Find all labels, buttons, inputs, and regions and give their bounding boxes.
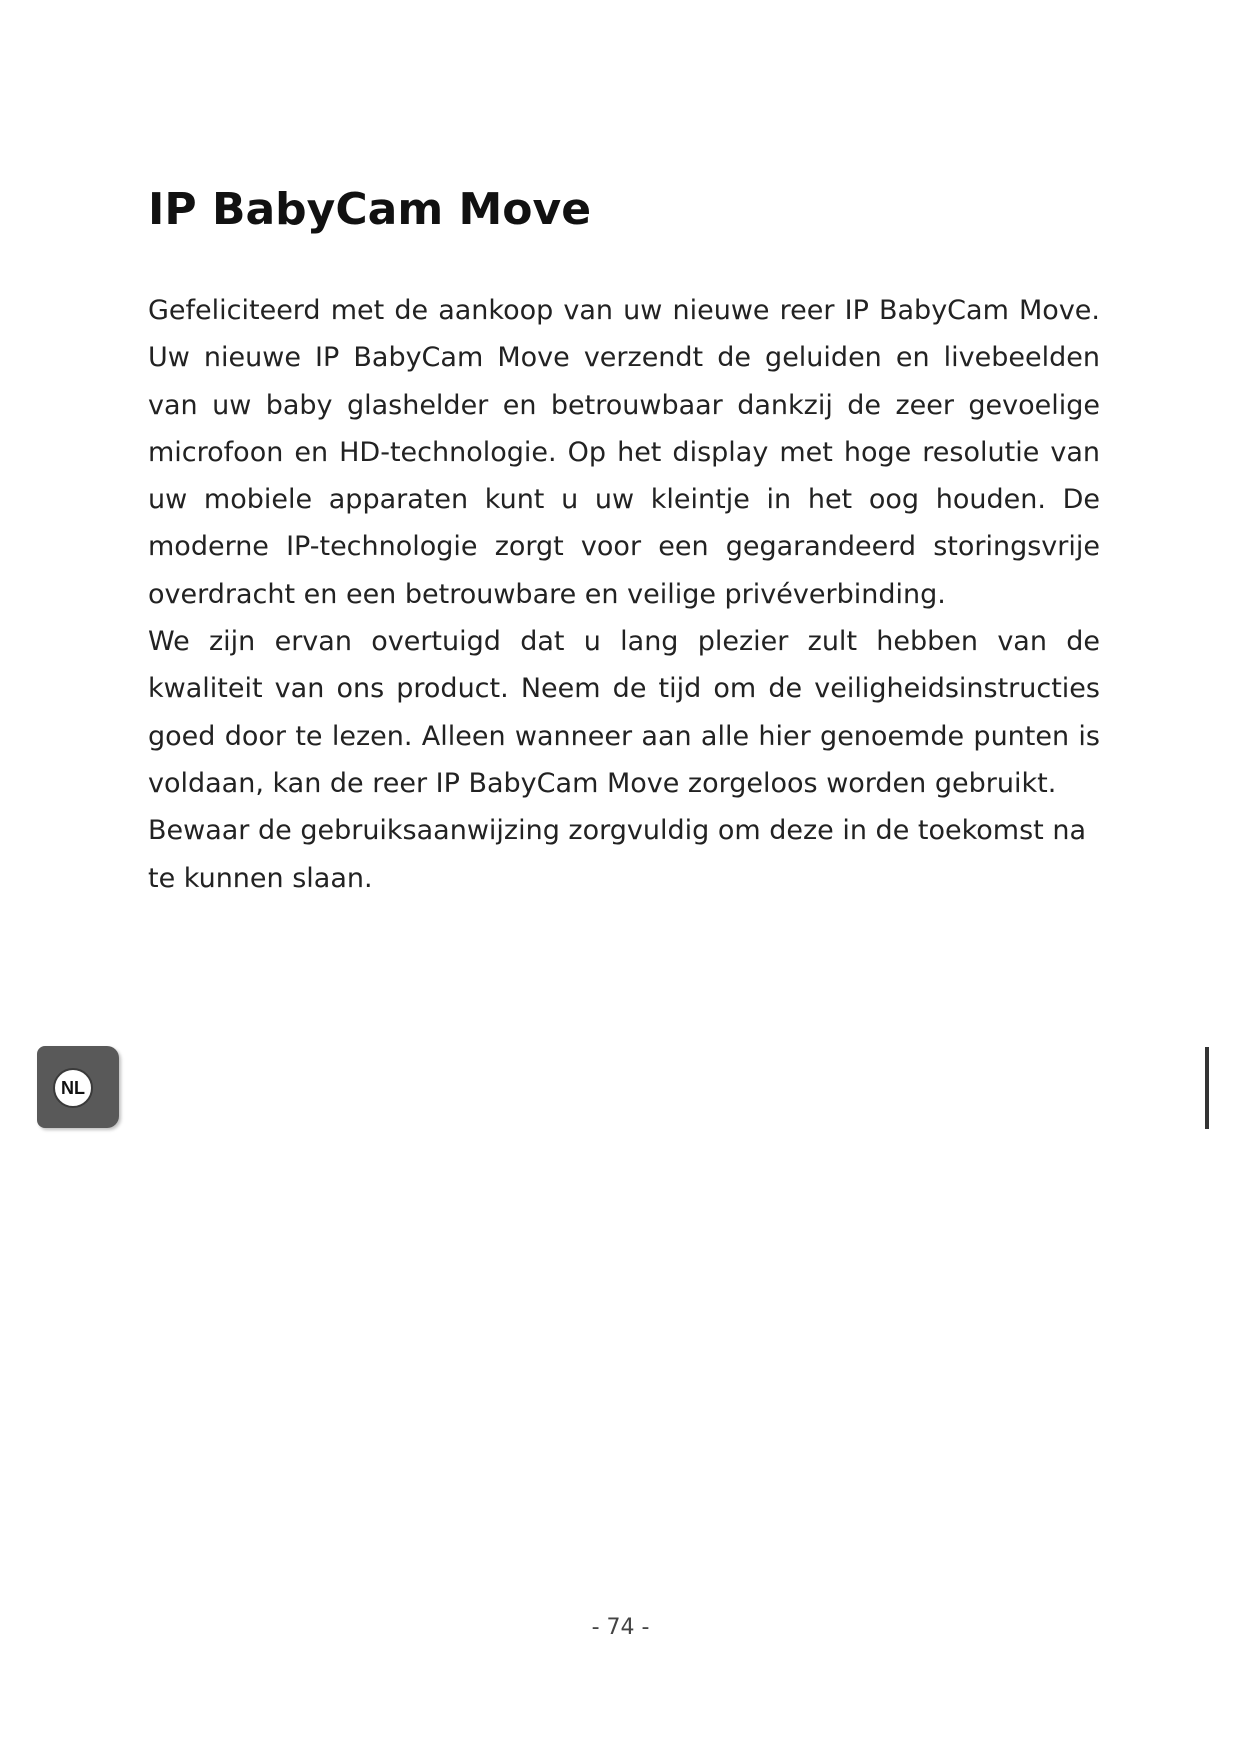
edge-marker	[1205, 1047, 1209, 1129]
paragraph-intro: Gefeliciteerd met de aankoop van uw nieuwe reer IP BabyCam Move. Uw nieuwe IP BabyCam Move verzendt de geluiden en livebeelden van uw baby glashelder en betrouwbaar dankzij de zeer gevoelige microfoon en HD-technologie. Op het display met hoge resolutie van uw mobiele apparaten kunt u uw kleintje in het oog houden. De moderne IP-technologie zorgt voor een gegarandeerd storingsvrije overdracht en een betrouwbare en veilige privéverbinding.	[148, 295, 1100, 610]
page-number: - 74 -	[591, 1615, 650, 1640]
page-title: IP BabyCam Move	[148, 184, 592, 235]
language-badge: NL	[53, 1068, 93, 1108]
language-tab	[37, 1046, 119, 1128]
paragraph-keep-manual: Bewaar de gebruiksaanwijzing zorgvuldig om deze in de toekomst na te kunnen slaan.	[148, 815, 1086, 894]
paragraph-quality: We zijn ervan overtuigd dat u lang plezier zult hebben van de kwaliteit van ons product. Neem de tijd om de veiligheidsinstructies goed door te lezen. Alleen wanneer aan alle hier genoemde punten is voldaan, kan de reer IP BabyCam Move zorgeloos worden gebruikt.	[148, 626, 1100, 799]
body-text	[148, 287, 1100, 902]
